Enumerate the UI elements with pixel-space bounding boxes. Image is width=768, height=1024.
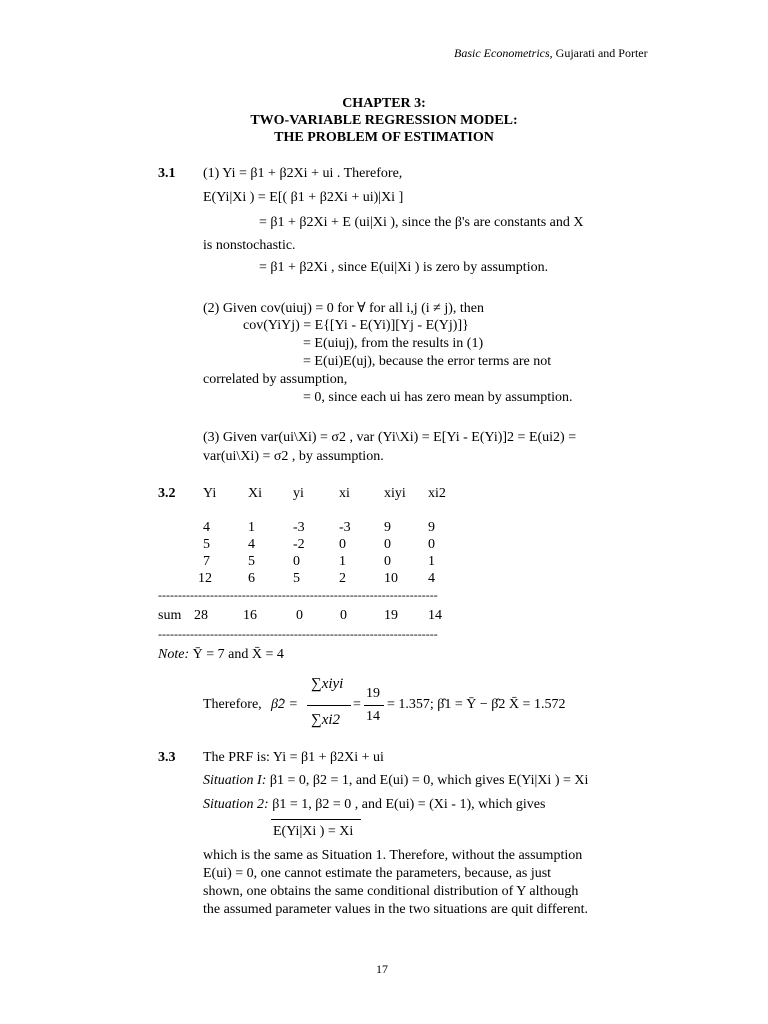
book-title: Basic Econometrics: [454, 46, 550, 60]
p33-para-line4: the assumed parameter values in the two situations are quit different.: [203, 902, 589, 917]
p31-line7: cov(YiYj) = E{[Yi - E(Yi)][Yj - E(Yj)]}: [243, 318, 469, 333]
table-rule-bottom: ----------------------------------------------------------------------: [158, 627, 438, 641]
note: [158, 647, 284, 663]
note-label: Note:: [158, 647, 190, 662]
cell-r0-c2: -3: [293, 520, 305, 535]
equals-sign: =: [353, 697, 361, 712]
p31-line13: var(ui\Xi) = σ2 , by assumption.: [203, 449, 384, 464]
cell-r0-c1: 1: [248, 520, 255, 535]
situation-2-text: β1 = 1, β2 = 0 , and E(ui) = (Xi - 1), which gives: [272, 797, 546, 812]
situation-2: [203, 797, 545, 813]
cell-r1-c2: -2: [293, 537, 305, 552]
p31-line2: E(Yi|Xi ) = E[( β1 + β2Xi + ui)|Xi ]: [203, 190, 404, 205]
p33-para-line2: E(ui) = 0, one cannot estimate the parameters, because, as just: [203, 866, 552, 881]
sum-Yi: 28: [194, 608, 208, 623]
sum-xi2: 14: [428, 608, 442, 623]
fraction-numerator: ∑xiyi: [311, 676, 344, 692]
cell-r1-c5: 0: [428, 537, 435, 552]
cell-r1-c3: 0: [339, 537, 346, 552]
chapter-title-line2: THE PROBLEM OF ESTIMATION: [274, 130, 494, 145]
p31-line10: correlated by assumption,: [203, 372, 348, 387]
problem-number-3-2: 3.2: [158, 486, 176, 501]
p33-para-line3: shown, one obtains the same conditional distribution of Y although: [203, 884, 579, 899]
p31-line4: is nonstochastic.: [203, 238, 296, 253]
situation-1-text: β1 = 0, β2 = 1, and E(ui) = 0, which gives E(Yi|Xi ) = Xi: [269, 773, 589, 788]
cell-r0-c0: 4: [203, 520, 210, 535]
fraction-line-right: [364, 705, 384, 706]
table-header-Xi: Xi: [248, 486, 262, 501]
p31-line9: = E(ui)E(uj), because the error terms are not: [303, 354, 552, 369]
p33-line1: The PRF is: Yi = β1 + β2Xi + ui: [203, 750, 384, 765]
problem-number-3-3: 3.3: [158, 750, 176, 765]
cell-r1-c0: 5: [203, 537, 210, 552]
cell-r0-c3: -3: [339, 520, 351, 535]
cell-r1-c4: 0: [384, 537, 391, 552]
therefore-label: Therefore,: [203, 697, 262, 712]
p31-line6: (2) Given cov(uiuj) = 0 for ∀ for all i,j (i ≠ j), then: [203, 301, 485, 316]
p31-line5: = β1 + β2Xi , since E(ui|Xi ) is zero by assumption.: [259, 260, 549, 275]
p31-line8: = E(uiuj), from the results in (1): [303, 336, 484, 351]
sum-Xi: 16: [243, 608, 257, 623]
p31-line1: (1) Yi = β1 + β2Xi + ui . Therefore,: [203, 166, 403, 181]
situation-2-label: Situation 2:: [203, 797, 269, 812]
table-header-xi: xi: [339, 486, 350, 501]
cell-r1-c1: 4: [248, 537, 255, 552]
situation-1: [203, 773, 588, 789]
cell-r3-c4: 10: [384, 571, 398, 586]
sum-yi: 0: [296, 608, 303, 623]
cell-r3-c2: 5: [293, 571, 300, 586]
cell-r2-c4: 0: [384, 554, 391, 569]
chapter-number: CHAPTER 3:: [342, 96, 426, 111]
table-header-xiyi: xiyi: [384, 486, 406, 501]
p31-line11: = 0, since each ui has zero mean by assumption.: [303, 390, 573, 405]
value-14: 14: [366, 709, 380, 724]
p31-line3: = β1 + β2Xi + E (ui|Xi ), since the β's are constants and X: [259, 215, 584, 230]
problem-number-3-1: 3.1: [158, 166, 176, 181]
fraction-denominator: ∑xi2: [311, 712, 341, 728]
note-text: Ȳ = 7 and X̄ = 4: [192, 647, 284, 662]
sum-xiyi: 19: [384, 608, 398, 623]
chapter-title-line1: TWO-VARIABLE REGRESSION MODEL:: [250, 113, 518, 128]
table-header-xi2: xi2: [428, 486, 446, 501]
cell-r3-c5: 4: [428, 571, 435, 586]
beta2-hat: β̂2 =: [271, 697, 298, 712]
cell-r0-c5: 9: [428, 520, 435, 535]
running-header: [454, 46, 648, 61]
beta-results: = 1.357; β̂1 = Ȳ − β̂2 X̄ = 1.572: [387, 697, 566, 712]
sum-label: sum: [158, 608, 182, 623]
fraction-line-left: [307, 705, 351, 706]
cell-r2-c3: 1: [339, 554, 346, 569]
cell-r2-c0: 7: [203, 554, 210, 569]
cell-r2-c1: 5: [248, 554, 255, 569]
situation-1-label: Situation I:: [203, 773, 267, 788]
table-header-Yi: Yi: [203, 486, 217, 501]
situation-2-result: E(Yi|Xi ) = Xi: [273, 824, 354, 839]
sum-xi: 0: [340, 608, 347, 623]
value-19: 19: [366, 686, 380, 701]
cell-r3-c3: 2: [339, 571, 346, 586]
cell-r2-c5: 1: [428, 554, 435, 569]
authors: , Gujarati and Porter: [549, 46, 648, 60]
table-header-yi: yi: [293, 486, 304, 501]
page-number: 17: [376, 962, 388, 976]
cell-r2-c2: 0: [293, 554, 300, 569]
cell-r0-c4: 9: [384, 520, 391, 535]
cell-r3-c0: 12: [198, 571, 212, 586]
situation-2-rule: [271, 819, 361, 820]
table-rule-top: ----------------------------------------------------------------------: [158, 588, 438, 602]
p31-line12: (3) Given var(ui\Xi) = σ2 , var (Yi\Xi) = E[Yi - E(Yi)]2 = E(ui2) =: [203, 430, 577, 445]
cell-r3-c1: 6: [248, 571, 255, 586]
p33-para-line1: which is the same as Situation 1. Therefore, without the assumption: [203, 848, 583, 863]
